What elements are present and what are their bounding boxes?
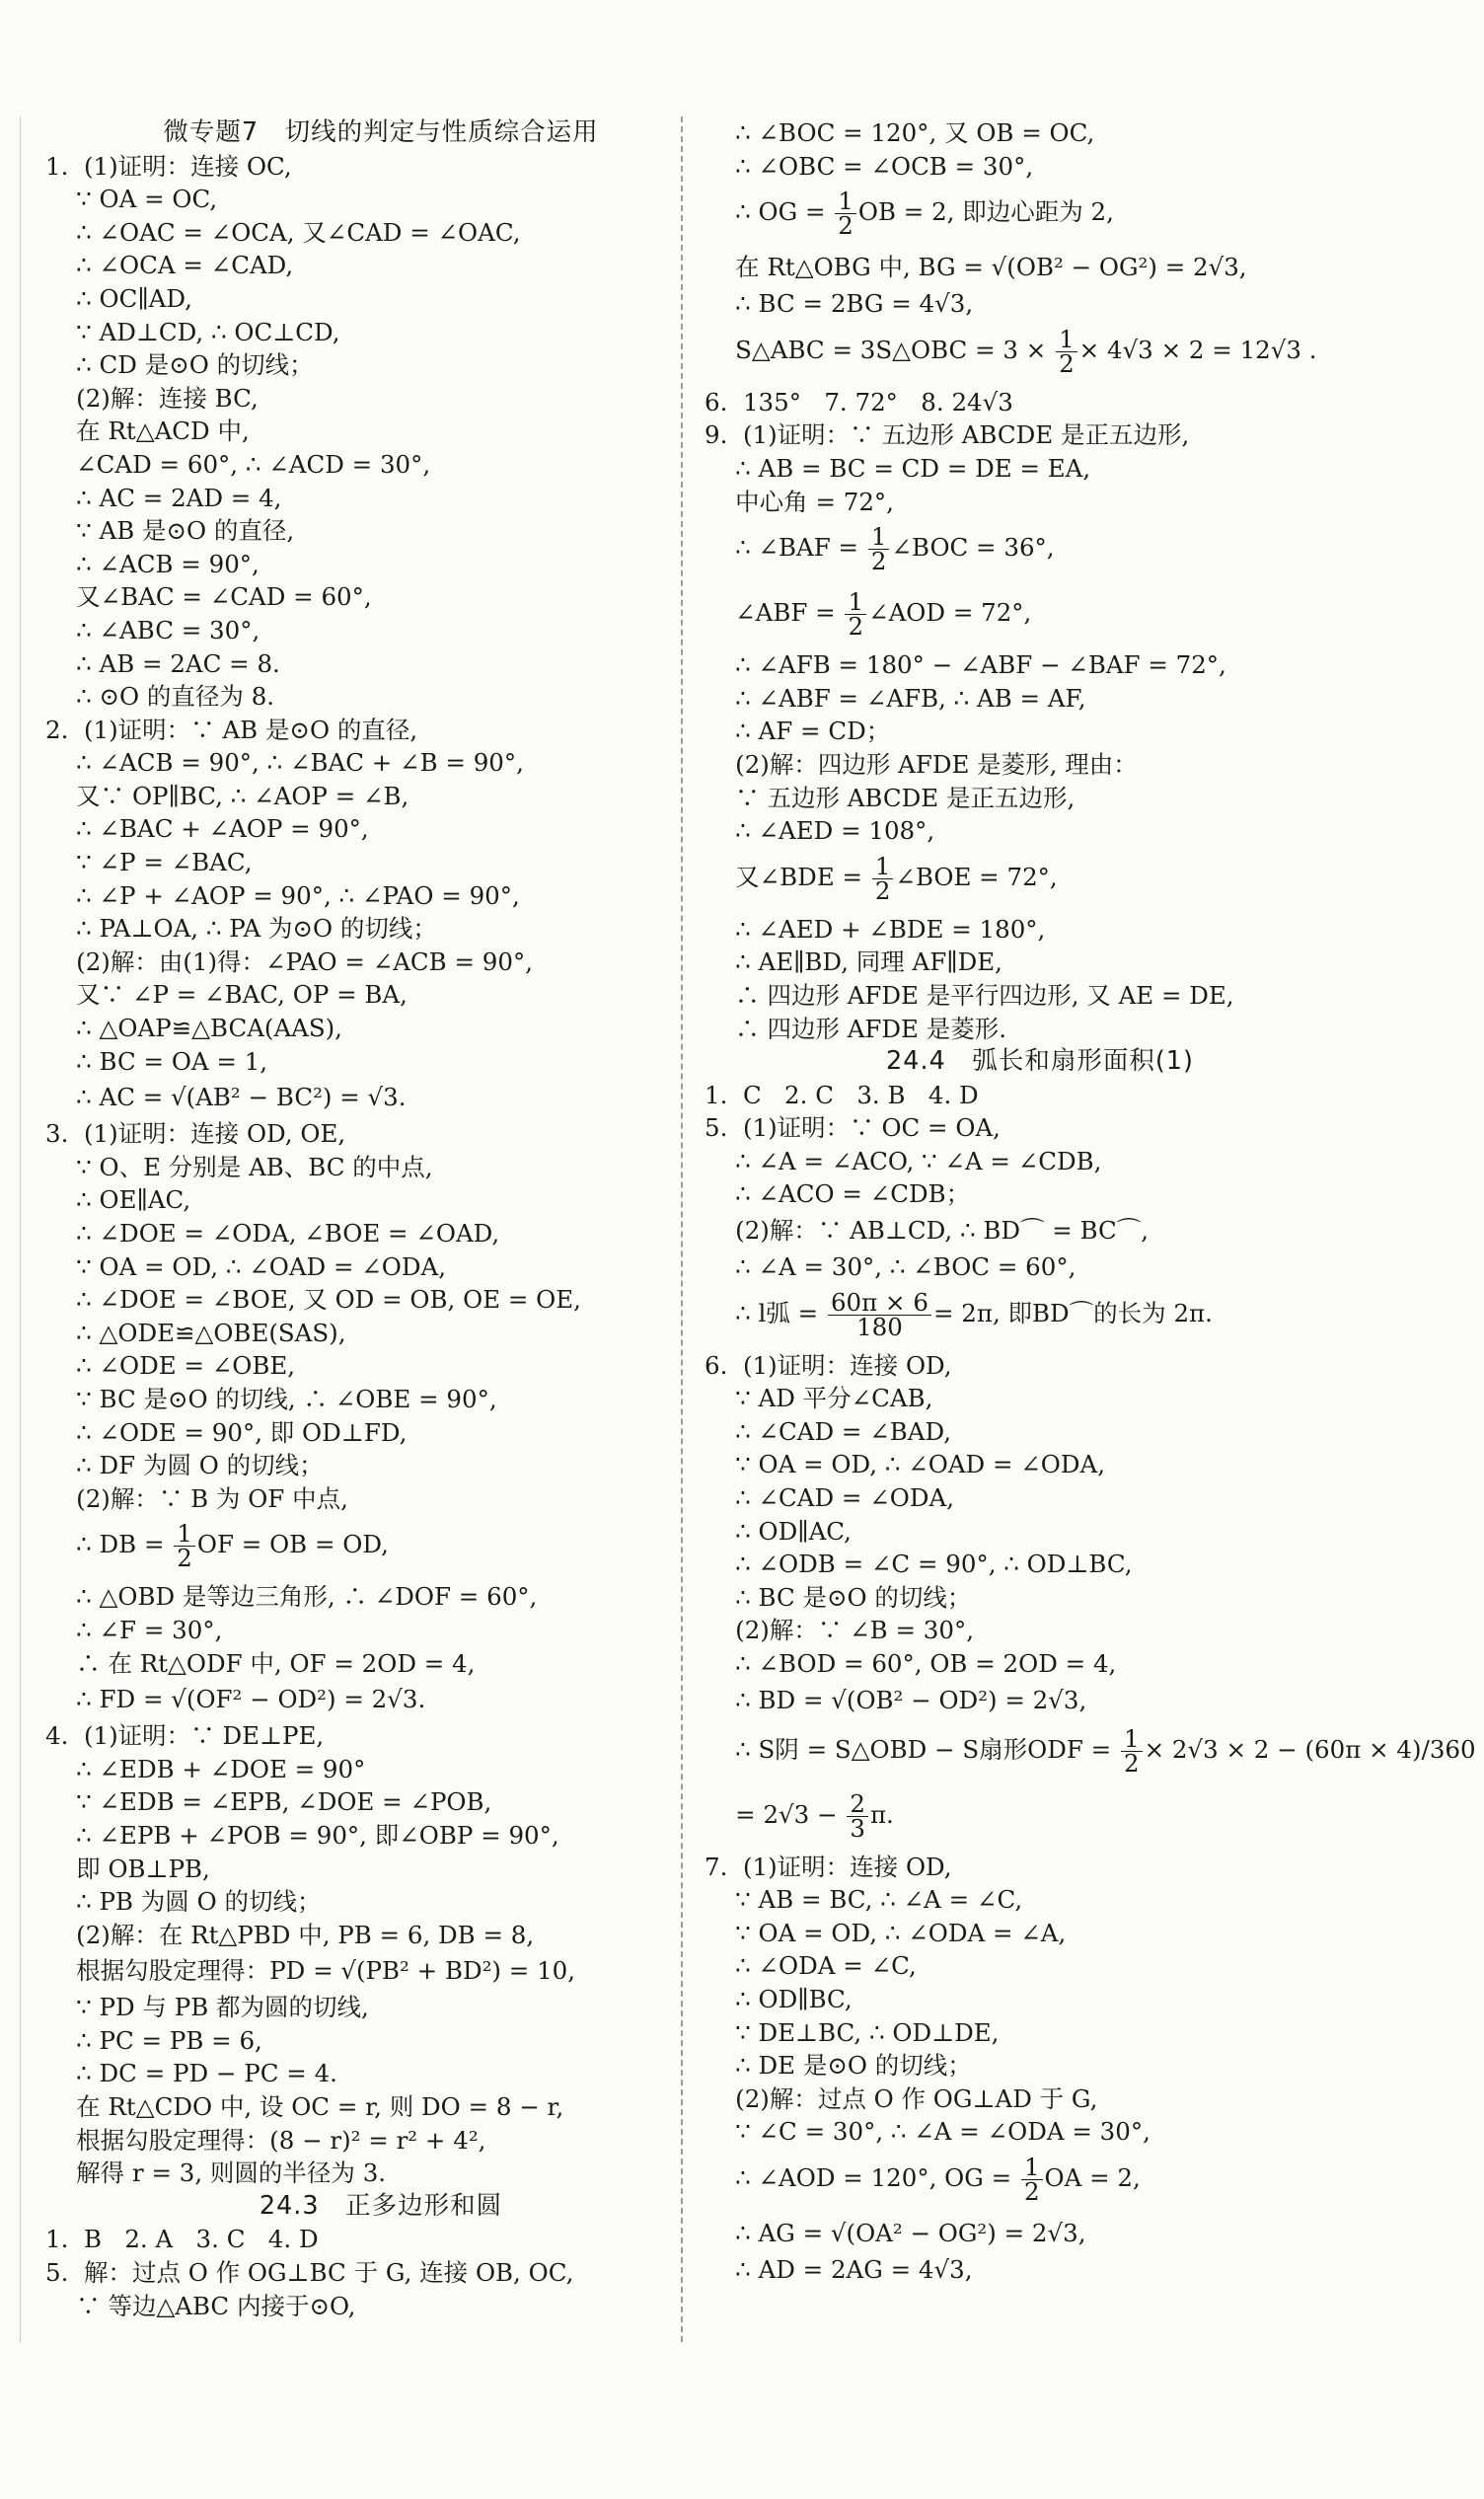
answer-line: ∴ ∠BOD = 60°, OB = 2OD = 4, <box>705 1649 1117 1678</box>
answer-line: ∴ ∠OAC = ∠OCA, 又∠CAD = ∠OAC, <box>45 217 521 247</box>
answer-line: ∴ PC = PB = 6, <box>45 2025 262 2055</box>
right-column <box>705 116 1476 2287</box>
answer-line: ∴ OE∥AC, <box>45 1185 191 1215</box>
answer-line: ∴ OD∥AC, <box>705 1516 852 1546</box>
answer-line: ∴ CD 是⊙O 的切线； <box>45 350 314 380</box>
fraction-suffix: ∠AOD = 72°, <box>868 598 1032 628</box>
answer-line: ∴ ∠ODA = ∠C, <box>705 1951 917 1981</box>
answer-line: 中心角 = 72°, <box>705 487 894 516</box>
answer-line: ∴ ∠ACB = 90°, <box>45 549 260 578</box>
fraction-suffix: OA = 2, <box>1044 2162 1141 2192</box>
fraction-numerator: 1 <box>845 590 866 615</box>
answer-line: 根据勾股定理得：PD = √(PB² + BD²) = 10, <box>45 1956 576 1986</box>
answer-line: ∴ ∠OBC = ∠OCB = 30°, <box>705 151 1034 181</box>
answer-line: ∵ AD 平分∠CAB, <box>705 1384 933 1413</box>
answer-line: ∵ O、E 分别是 AB、BC 的中点, <box>45 1152 433 1181</box>
answer-line: (2)解：∵ AB⊥CD, ∴ BD⌒ = BC⌒, <box>705 1216 1150 1246</box>
answer-line: ∴ ∠CAD = ∠BAD, <box>705 1416 952 1446</box>
fraction-denominator: 2 <box>177 1544 192 1573</box>
fraction-denominator: 2 <box>1124 1748 1140 1778</box>
fraction-numerator: 1 <box>835 189 856 214</box>
answer-line: ∴ OC∥AD, <box>45 283 192 313</box>
fraction-denominator: 2 <box>848 612 864 642</box>
answer-line-fraction <box>705 1720 1476 1785</box>
answer-line: ∵ OA = OD, ∴ ∠OAD = ∠ODA, <box>45 1251 447 1281</box>
fraction-denominator: 180 <box>856 1312 903 1341</box>
fraction-denominator: 2 <box>1059 348 1075 378</box>
answer-line: ∵ AD⊥CD, ∴ OC⊥CD, <box>45 317 340 346</box>
answer-line: ∴ △OBD 是等边三角形, ∴ ∠DOF = 60°, <box>45 1582 538 1612</box>
answer-line: ∴ DC = PD − PC = 4. <box>45 2059 337 2088</box>
answer-line: ∴ 在 Rt△ODF 中, OF = 2OD = 4, <box>45 1648 476 1678</box>
answer-line: ∴ ∠AED = 108°, <box>705 816 935 846</box>
answer-line-fraction <box>705 321 1336 386</box>
answer-line: ∴ ⊙O 的直径为 8. <box>45 682 275 712</box>
answer-line: ∵ AB 是⊙O 的直径, <box>45 516 295 546</box>
answer-line: ∴ ∠ACO = ∠CDB； <box>705 1179 971 1209</box>
fraction-denominator: 2 <box>838 211 853 241</box>
fraction-prefix: ∴ S阴 = S△OBD − S扇形ODF = <box>705 1734 1119 1764</box>
fraction <box>828 1287 931 1341</box>
answer-line: (2)解：∵ ∠B = 30°, <box>705 1616 974 1645</box>
answer-line: (2)解：由(1)得：∠PAO = ∠ACB = 90°, <box>45 947 533 976</box>
answer-line: ∴ DF 为圆 O 的切线； <box>45 1451 324 1480</box>
answer-line-fraction <box>705 183 1336 248</box>
fraction-denominator: 2 <box>870 547 887 576</box>
fraction-numerator: 2 <box>847 1792 868 1817</box>
answer-line: ∴ ∠AFB = 180° − ∠ABF − ∠BAF = 72°, <box>705 650 1226 680</box>
column-divider <box>681 116 683 2342</box>
fraction-numerator: 1 <box>174 1522 195 1547</box>
answer-line: ∵ AB = BC, ∴ ∠A = ∠C, <box>705 1885 1023 1915</box>
answer-line: ∴ ∠A = ∠ACO, ∵ ∠A = ∠CDB, <box>705 1146 1102 1175</box>
fraction-numerator: 1 <box>868 525 890 550</box>
answer-line-fraction <box>705 1785 1336 1851</box>
answer-line: ∴ ∠DOE = ∠BOE, 又 OD = OB, OE = OE, <box>45 1285 581 1315</box>
fraction <box>845 587 866 642</box>
fraction-denominator: 3 <box>850 1813 865 1843</box>
answer-line: ∵ ∠C = 30°, ∴ ∠A = ∠ODA = 30°, <box>705 2117 1150 2147</box>
answer-line: ∴ ∠ABC = 30°, <box>45 615 260 644</box>
fraction-denominator: 2 <box>1023 2176 1040 2206</box>
answer-line: 5. 解：过点 O 作 OG⊥BC 于 G, 连接 OB, OC, <box>45 2258 574 2288</box>
answer-line: ∵ 等边△ABC 内接于⊙O, <box>45 2291 356 2320</box>
fraction-prefix: S△ABC = 3S△OBC = 3 × <box>705 335 1055 364</box>
answer-line: ∴ △OAP≌△BCA(AAS), <box>45 1014 342 1043</box>
answer-line: ∴ 四边形 AFDE 是平行四边形, 又 AE = DE, <box>705 980 1234 1010</box>
answer-line: ∴ AB = 2AC = 8. <box>45 648 280 678</box>
fraction-numerator: 1 <box>1021 2156 1043 2180</box>
answer-line: (2)解：∵ B 为 OF 中点, <box>45 1483 348 1513</box>
answer-line: ∴ BC 是⊙O 的切线； <box>705 1582 972 1612</box>
fraction-suffix: π. <box>869 1799 894 1829</box>
answer-line-fraction <box>45 1515 677 1580</box>
fraction-prefix: 又∠BDE = <box>705 862 870 891</box>
answer-line: 1. (1)证明：连接 OC, <box>45 151 292 181</box>
answer-line: ∵ OA = OC, <box>45 185 218 214</box>
answer-line: 即 OB⊥PB, <box>45 1854 210 1883</box>
answer-line: ∵ BC 是⊙O 的切线, ∴ ∠OBE = 90°, <box>45 1384 497 1413</box>
fraction <box>1021 2152 1043 2206</box>
answer-line: 1. C 2. C 3. B 4. D <box>705 1080 979 1109</box>
answer-line: (2)解：在 Rt△PBD 中, PB = 6, DB = 8, <box>45 1920 535 1949</box>
answer-line: 在 Rt△ACD 中, <box>45 416 250 446</box>
answer-line: (2)解：过点 O 作 OG⊥AD 于 G, <box>705 2083 1098 2113</box>
answer-line: 9. (1)证明：∵ 五边形 ABCDE 是正五边形, <box>705 420 1190 450</box>
answer-line: (2)解：连接 BC, <box>45 383 259 413</box>
answer-line: ∴ ∠A = 30°, ∴ ∠BOC = 60°, <box>705 1252 1076 1282</box>
fraction-suffix: ∠BOE = 72°, <box>895 862 1058 891</box>
answer-line-fraction <box>705 518 1336 583</box>
answer-line: (2)解：四边形 AFDE 是菱形, 理由： <box>705 749 1138 779</box>
section-title: 24.4 弧长和扇形面积(1) <box>886 1046 1194 1077</box>
answer-line: ∴ BC = OA = 1, <box>45 1046 268 1076</box>
answer-line: ∴ AC = 2AD = 4, <box>45 483 282 512</box>
answer-line: ∴ ∠AED + ∠BDE = 180°, <box>705 914 1046 944</box>
answer-line: ∴ 四边形 AFDE 是菱形. <box>705 1014 1007 1043</box>
answer-line-fraction <box>705 848 1336 913</box>
answer-line: ∴ ∠OCA = ∠CAD, <box>45 251 294 280</box>
answer-line: ∴ AG = √(OA² − OG²) = 2√3, <box>705 2218 1086 2247</box>
answer-line: 又∵ OP∥BC, ∴ ∠AOP = ∠B, <box>45 781 409 810</box>
answer-line: ∴ ∠ODE = ∠OBE, <box>45 1351 296 1381</box>
fraction-prefix: ∴ DB = <box>45 1530 173 1559</box>
answer-line: ∴ ∠EPB + ∠POB = 90°, 即∠OBP = 90°, <box>45 1820 559 1850</box>
fraction <box>1056 324 1077 378</box>
answer-line: ∴ AE∥BD, 同理 AF∥DE, <box>705 947 1002 977</box>
answer-line-fraction <box>705 583 1336 648</box>
answer-line: 解得 r = 3, 则圆的半径为 3. <box>45 2158 387 2188</box>
fraction-suffix: × 2√3 × 2 − (60π × 4)/360 <box>1144 1734 1476 1764</box>
answer-line: 又∠BAC = ∠CAD = 60°, <box>45 582 372 612</box>
answer-line: ∴ AB = BC = CD = DE = EA, <box>705 453 1091 483</box>
answer-line: ∴ ∠BOC = 120°, 又 OB = OC, <box>705 118 1095 147</box>
fraction <box>868 522 890 576</box>
fraction-prefix: ∴ OG = <box>705 197 834 227</box>
section-title: 微专题7 切线的判定与性质综合运用 <box>163 117 599 147</box>
answer-line: 在 Rt△OBG 中, BG = √(OB² − OG²) = 2√3, <box>705 253 1247 282</box>
answer-line: 1. B 2. A 3. C 4. D <box>45 2225 319 2254</box>
answer-line: 在 Rt△CDO 中, 设 OC = r, 则 DO = 8 − r, <box>45 2092 564 2122</box>
answer-line: ∵ ∠EDB = ∠EPB, ∠DOE = ∠POB, <box>45 1787 492 1817</box>
fraction-prefix: ∴ ∠BAF = <box>705 533 866 563</box>
answer-line: 5. (1)证明：∵ OC = OA, <box>705 1113 1001 1143</box>
section-title: 24.3 正多边形和圆 <box>259 2190 503 2221</box>
answer-line: 6. (1)证明：连接 OD, <box>705 1350 952 1380</box>
fraction-numerator: 1 <box>872 855 894 879</box>
answer-line: 7. (1)证明：连接 OD, <box>705 1852 952 1881</box>
fraction-prefix: ∠ABF = <box>705 598 844 628</box>
answer-line: ∴ ∠ABF = ∠AFB, ∴ AB = AF, <box>705 683 1086 713</box>
answer-line: ∵ 五边形 ABCDE 是正五边形, <box>705 783 1076 812</box>
answer-line: ∵ OA = OD, ∴ ∠ODA = ∠A, <box>705 1918 1067 1947</box>
fraction-suffix: ∠BOC = 36°, <box>891 533 1055 563</box>
fraction-numerator: 1 <box>1121 1727 1143 1752</box>
answer-line: ∴ OD∥BC, <box>705 1984 853 2013</box>
fraction-prefix: ∴ l弧 = <box>705 1298 826 1327</box>
answer-line: ∴ ∠ACB = 90°, ∴ ∠BAC + ∠B = 90°, <box>45 748 524 778</box>
answer-line: ∴ ∠BAC + ∠AOP = 90°, <box>45 814 369 844</box>
fraction <box>835 187 856 241</box>
answer-line: ∴ BC = 2BG = 4√3, <box>705 289 974 319</box>
answer-line: 4. (1)证明：∵ DE⊥PE, <box>45 1721 325 1751</box>
fraction <box>174 1519 195 1573</box>
answer-line: 6. 135° 7. 72° 8. 24√3 <box>705 387 1013 416</box>
answer-line: ∴ DE 是⊙O 的切线； <box>705 2051 972 2081</box>
fraction <box>1121 1723 1143 1778</box>
answer-line: ∵ PD 与 PB 都为圆的切线, <box>45 1993 369 2022</box>
answer-line: ∴ ∠F = 30°, <box>45 1615 223 1644</box>
answer-line: ∴ ∠CAD = ∠ODA, <box>705 1483 954 1513</box>
answer-line: 2. (1)证明：∵ AB 是⊙O 的直径, <box>45 715 418 744</box>
answer-line: ∴ ∠ODB = ∠C = 90°, ∴ OD⊥BC, <box>705 1550 1133 1579</box>
answer-line: 3. (1)证明：连接 OD, OE, <box>45 1119 346 1149</box>
fraction-suffix: × 4√3 × 2 = 12√3 . <box>1078 335 1317 364</box>
answer-line: ∴ AD = 2AG = 4√3, <box>705 2254 973 2284</box>
answer-line: ∵ OA = OD, ∴ ∠OAD = ∠ODA, <box>705 1450 1106 1479</box>
answer-line: ∴ ∠P + ∠AOP = 90°, ∴ ∠PAO = 90°, <box>45 880 520 910</box>
answer-line: ∴ AC = √(AB² − BC²) = √3. <box>45 1083 407 1112</box>
answer-line: ∴ AF = CD； <box>705 717 891 746</box>
fraction <box>847 1788 868 1843</box>
answer-line: ∴ PB 为圆 O 的切线； <box>45 1887 322 1917</box>
fraction <box>872 851 894 905</box>
page-edge-rule <box>20 116 21 2342</box>
answer-line: ∴ BD = √(OB² − OD²) = 2√3, <box>705 1685 1087 1714</box>
fraction-numerator: 1 <box>1056 328 1077 352</box>
answer-line: ∴ ∠DOE = ∠ODA, ∠BOE = ∠OAD, <box>45 1219 500 1248</box>
answer-line: ∴ PA⊥OA, ∴ PA 为⊙O 的切线； <box>45 914 437 944</box>
answer-line: ∠CAD = 60°, ∴ ∠ACD = 30°, <box>45 449 431 479</box>
fraction-prefix: = 2√3 − <box>705 1799 846 1829</box>
answer-line-fraction <box>705 2149 1336 2214</box>
answer-line: 又∵ ∠P = ∠BAC, OP = BA, <box>45 980 408 1010</box>
answer-line: ∴ ∠ODE = 90°, 即 OD⊥FD, <box>45 1417 408 1447</box>
answer-line: 根据勾股定理得：(8 − r)² = r² + 4², <box>45 2125 486 2155</box>
fraction-prefix: ∴ ∠AOD = 120°, OG = <box>705 2162 1019 2192</box>
answer-line-fraction <box>705 1284 1336 1349</box>
answer-line: ∴ FD = √(OF² − OD²) = 2√3. <box>45 1685 426 1714</box>
fraction-suffix: OB = 2, 即边心距为 2, <box>857 197 1114 227</box>
left-column <box>45 116 677 2322</box>
fraction-numerator: 60π × 6 <box>828 1291 931 1316</box>
answer-line: ∴ ∠EDB + ∠DOE = 90° <box>45 1754 366 1783</box>
answer-line: ∴ △ODE≌△OBE(SAS), <box>45 1318 346 1347</box>
answer-line: ∵ DE⊥BC, ∴ OD⊥DE, <box>705 2017 1000 2047</box>
answer-line: ∵ ∠P = ∠BAC, <box>45 848 253 877</box>
fraction-suffix: = 2π, 即BD⌒的长为 2π. <box>932 1298 1213 1327</box>
fraction-denominator: 2 <box>874 875 891 905</box>
fraction-suffix: OF = OB = OD, <box>196 1530 389 1559</box>
